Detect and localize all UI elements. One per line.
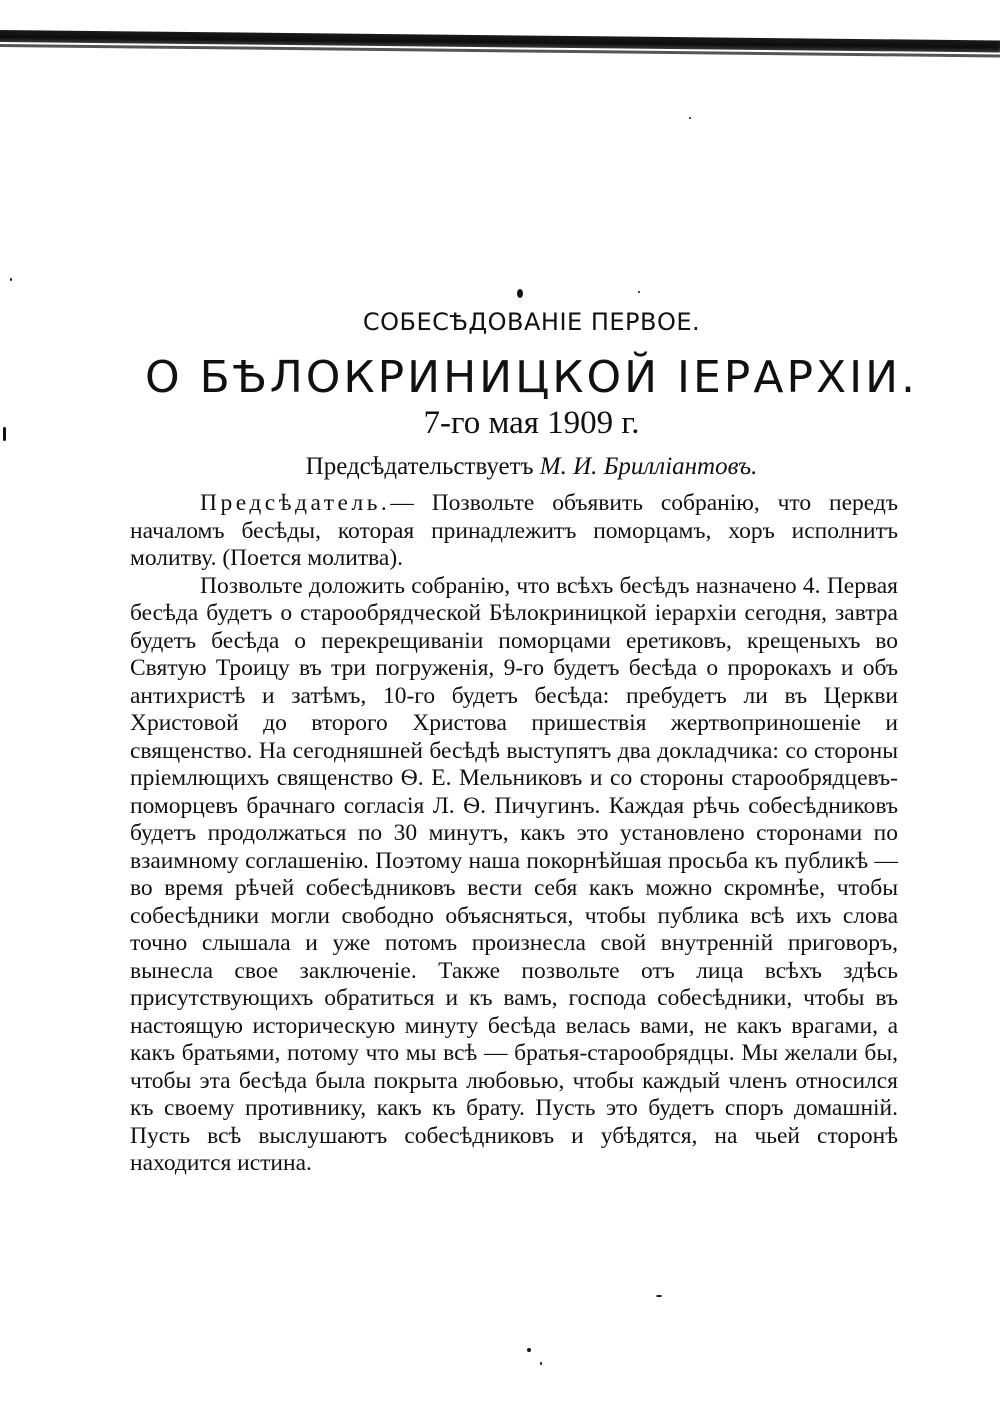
session-date: 7-го мая 1909 г. — [423, 405, 640, 441]
paragraph — [130, 490, 898, 573]
speaker-label: Предсѣдатель. — [200, 490, 391, 516]
ink-speck — [540, 1362, 542, 1365]
ink-speck — [689, 117, 691, 119]
ink-speck — [527, 1348, 531, 1352]
chairman-prefix: Предсѣдательствуетъ — [305, 453, 534, 480]
ink-speck — [638, 291, 640, 293]
series-title: СОБЕСѢДОВАНІЕ ПЕРВОЕ. — [362, 308, 701, 336]
body-text — [130, 490, 898, 1178]
paragraph: Позвольте доложить собранію, что всѣхъ бесѣдъ назначено 4. Первая бесѣда будетъ о старообрядческой Бѣлокриницкой іерархіи сегодня, завтра будетъ бесѣда о перекрещиваніи поморцами еретиковъ, крещеныхъ во Святую Троицу въ три погруженія, 9-го будетъ бесѣда о пророкахъ и объ антихристѣ и затѣмъ, 10-го будетъ бесѣда: пребудетъ ли въ Церкви Христовой до второго Христова пришествія жертвоприношеніе и священство. На сегодняшней бесѣдѣ выступятъ два докладчика: со стороны пріемлющихъ священство Ѳ. Е. Мельниковъ и со стороны старообрядцевъ-поморцевъ брачнаго согласія Л. Ѳ. Пичугинъ. Каждая рѣчь собесѣдниковъ будетъ продолжаться по 30 минутъ, какъ это установлено сторонами по взаимному соглашенію. Поэтому наша покорнѣйшая просьба къ публикѣ — во время рѣчей собесѣдниковъ вести себя какъ можно скромнѣе, чтобы собесѣдники могли свободно объясняться, чтобы публика всѣ ихъ слова точно слышала и уже потомъ произнесла свой внутренній приговоръ, вынесла свое заключеніе. Также позвольте отъ лица всѣхъ здѣсь присутствующихъ обратиться и къ вамъ, господа собесѣдники, чтобы въ настоящую историческую минуту бесѣда велась вами, не какъ врагами, а какъ братьями, потому что мы всѣ — братья-старообрядцы. Мы желали бы, чтобы эта бесѣда была покрыта любовью, чтобы каждый членъ относился къ своему противнику, какъ къ брату. Пусть это будетъ споръ домашній. Пусть всѣ выслушаютъ собесѣдниковъ и убѣдятся, на чьей сторонѣ находится истина. — [130, 572, 898, 1176]
ink-speck — [517, 289, 523, 298]
paragraph-text: — Позвольте объявить собранію, что передъ началомъ бесѣды, которая принадлежитъ поморцамъ, хоръ исполнитъ молитву. (Поется молитва). — [130, 490, 898, 571]
chairman-name: М. И. Бриллiантовъ. — [539, 453, 758, 480]
ink-speck — [10, 278, 12, 281]
main-title: О БѢЛОКРИНИЦКОЙ ІЕРАРХІИ. — [144, 352, 918, 403]
chairman-line — [0, 453, 1000, 481]
ink-speck — [656, 1295, 662, 1297]
